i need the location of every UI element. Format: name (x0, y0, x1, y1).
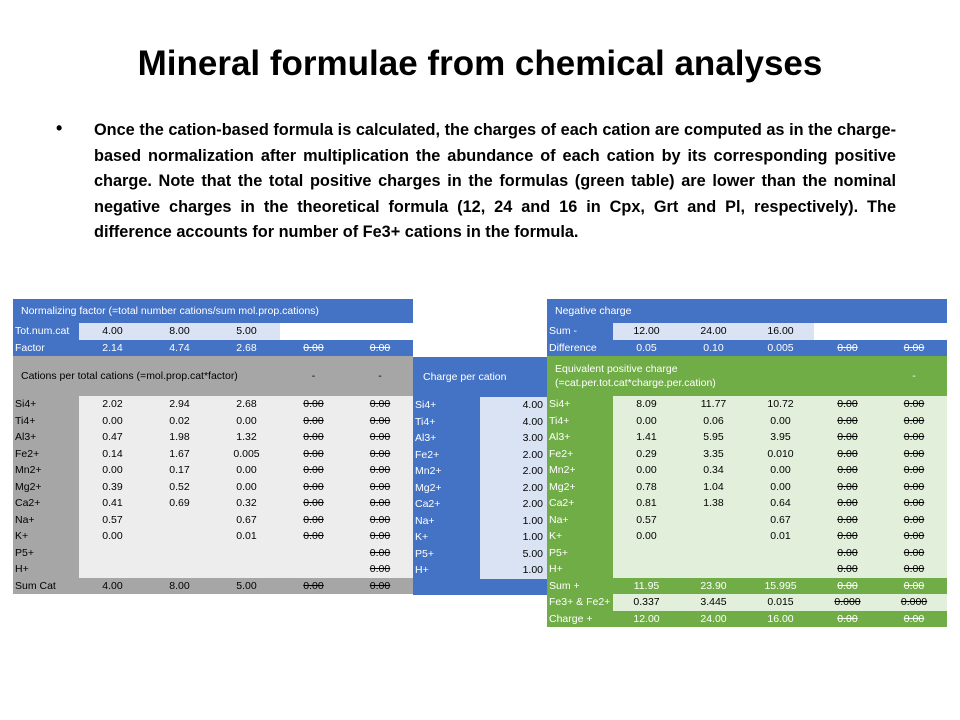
empty-cell (347, 323, 413, 340)
value-cell: 0.47 (79, 429, 146, 446)
value-cell (747, 545, 814, 562)
value-cell: 0.02 (146, 413, 213, 430)
value-cell: 0.00 (814, 561, 881, 578)
cation-row (13, 561, 413, 578)
row-label: Fe2+ (13, 446, 79, 463)
value-cell: 5.95 (680, 429, 747, 446)
row-label: Si4+ (413, 397, 480, 414)
row-label: Mn2+ (413, 463, 480, 480)
value-cell (613, 561, 680, 578)
value-cell: 1.04 (680, 479, 747, 496)
value-cell: 0.29 (613, 446, 680, 463)
value-cell: 0.005 (213, 446, 280, 463)
value-cell: 2.00 (480, 463, 547, 480)
equivalent-row (547, 462, 947, 479)
value-cell: 0.00 (347, 495, 413, 512)
row-label: Sum Cat (13, 578, 79, 595)
value-cell: 0.00 (280, 528, 347, 545)
row-label: Mn2+ (547, 462, 613, 479)
equivalent-charge-header (547, 356, 881, 396)
row-label: P5+ (413, 546, 480, 563)
row-label: Si4+ (13, 396, 79, 413)
equivalent-row (547, 429, 947, 446)
value-cell: 0.00 (613, 413, 680, 430)
row-label: Na+ (547, 512, 613, 529)
value-cell: 0.00 (347, 512, 413, 529)
cation-row (13, 528, 413, 545)
charge-per-cation-header: Charge per cation (413, 357, 547, 397)
row-label: Ti4+ (547, 413, 613, 430)
value-cell: 0.00 (79, 462, 146, 479)
value-cell (146, 512, 213, 529)
value-cell: 4.00 (480, 397, 547, 414)
value-cell: 0.01 (213, 528, 280, 545)
value-cell: 0.005 (747, 340, 814, 357)
value-cell: 0.00 (613, 462, 680, 479)
value-cell: 0.52 (146, 479, 213, 496)
value-cell (146, 561, 213, 578)
value-cell: 0.81 (613, 495, 680, 512)
value-cell: 0.00 (814, 495, 881, 512)
value-cell: 0.00 (881, 528, 947, 545)
charge-per-cation-table (413, 357, 547, 595)
cation-row (13, 479, 413, 496)
value-cell: 0.00 (747, 462, 814, 479)
value-cell: 0.00 (814, 578, 881, 595)
value-cell: 0.010 (747, 446, 814, 463)
value-cell: 5.00 (213, 578, 280, 595)
row-label: K+ (413, 529, 480, 546)
value-cell: 0.00 (881, 545, 947, 562)
value-cell: 0.00 (347, 446, 413, 463)
value-cell: 0.00 (280, 479, 347, 496)
charge-row (413, 513, 547, 530)
value-cell: 12.00 (613, 323, 680, 340)
row-label: H+ (413, 562, 480, 579)
empty-cell (413, 579, 547, 596)
equivalent-row (547, 545, 947, 562)
row-label: Ca2+ (13, 495, 79, 512)
value-cell: 4.74 (146, 340, 213, 357)
value-cell: 0.00 (814, 462, 881, 479)
normalizing-factor-header: Normalizing factor (=total number cations/sum mol.prop.cations) (13, 299, 413, 323)
value-cell (747, 561, 814, 578)
value-cell: 24.00 (680, 611, 747, 628)
value-cell: 1.00 (480, 513, 547, 530)
value-cell: 0.00 (280, 578, 347, 595)
value-cell: 0.015 (747, 594, 814, 611)
value-cell: 15.995 (747, 578, 814, 595)
row-label: K+ (13, 528, 79, 545)
row-label: Na+ (413, 513, 480, 530)
value-cell: 0.14 (79, 446, 146, 463)
value-cell: 0.00 (814, 413, 881, 430)
header-line: (=cat.per.tot.cat*charge.per.cation) (555, 377, 716, 389)
equivalent-row (547, 479, 947, 496)
row-label: K+ (547, 528, 613, 545)
header-row (413, 357, 547, 397)
cation-row (13, 495, 413, 512)
value-cell: 1.00 (480, 562, 547, 579)
value-cell (79, 545, 146, 562)
value-cell: 0.00 (347, 479, 413, 496)
equivalent-row (547, 561, 947, 578)
factor-row (13, 340, 413, 357)
row-label: Mg2+ (547, 479, 613, 496)
value-cell: 0.67 (747, 512, 814, 529)
value-cell: 0.41 (79, 495, 146, 512)
value-cell: 2.02 (79, 396, 146, 413)
value-cell: 0.00 (881, 396, 947, 413)
difference-row (547, 340, 947, 357)
row-label: Fe3+ & Fe2+ (547, 594, 613, 611)
value-cell: 23.90 (680, 578, 747, 595)
value-cell: 1.41 (613, 429, 680, 446)
charge-row (413, 430, 547, 447)
value-cell: 0.00 (814, 512, 881, 529)
value-cell: 8.09 (613, 396, 680, 413)
row-label: Fe2+ (413, 447, 480, 464)
value-cell: 2.00 (480, 496, 547, 513)
row-label: Ti4+ (413, 414, 480, 431)
value-cell: 0.39 (79, 479, 146, 496)
value-cell: 0.00 (814, 429, 881, 446)
value-cell: 0.00 (881, 446, 947, 463)
charge-row (413, 529, 547, 546)
value-cell: 0.00 (881, 340, 947, 357)
value-cell (79, 561, 146, 578)
charge-row (413, 463, 547, 480)
value-cell: 0.00 (347, 396, 413, 413)
row-label: H+ (13, 561, 79, 578)
value-cell: 0.00 (814, 528, 881, 545)
row-label: Fe2+ (547, 446, 613, 463)
value-cell: 2.00 (480, 480, 547, 497)
charge-table (547, 299, 947, 627)
value-cell: 1.67 (146, 446, 213, 463)
value-cell: 0.00 (881, 429, 947, 446)
value-cell (680, 561, 747, 578)
value-cell: 0.00 (280, 495, 347, 512)
cations-header: Cations per total cations (=mol.prop.cat*factor) (13, 356, 280, 396)
cations-table (13, 299, 413, 594)
cation-row (13, 396, 413, 413)
cation-row (13, 429, 413, 446)
row-label: Difference (547, 340, 613, 357)
row-label: Ti4+ (13, 413, 79, 430)
value-cell: 1.38 (680, 495, 747, 512)
fe3-row (547, 594, 947, 611)
value-cell: 0.00 (881, 462, 947, 479)
value-cell: 5.00 (480, 546, 547, 563)
value-cell: 3.95 (747, 429, 814, 446)
value-cell: 0.00 (347, 340, 413, 357)
dash-cell: - (280, 356, 347, 396)
value-cell: 0.337 (613, 594, 680, 611)
value-cell: 0.00 (280, 446, 347, 463)
value-cell: 0.00 (280, 413, 347, 430)
row-label: Factor (13, 340, 79, 357)
value-cell: 0.00 (79, 413, 146, 430)
row-label: Al3+ (13, 429, 79, 446)
slide-title: Mineral formulae from chemical analyses (137, 44, 823, 83)
value-cell: 0.00 (881, 413, 947, 430)
value-cell: 0.00 (347, 545, 413, 562)
value-cell: 0.32 (213, 495, 280, 512)
value-cell (680, 512, 747, 529)
empty-cell (881, 323, 947, 340)
value-cell (146, 528, 213, 545)
value-cell: 0.57 (613, 512, 680, 529)
value-cell: 5.00 (213, 323, 280, 340)
value-cell: 0.00 (881, 512, 947, 529)
value-cell: 0.00 (747, 479, 814, 496)
header-row (13, 299, 413, 323)
charge-row (413, 447, 547, 464)
value-cell: 1.00 (480, 529, 547, 546)
sum-row (13, 578, 413, 595)
value-cell: 0.00 (881, 611, 947, 628)
value-cell: 2.68 (213, 340, 280, 357)
value-cell: 4.00 (79, 578, 146, 595)
totnum-row (13, 323, 413, 340)
charge-row (413, 562, 547, 579)
row-label: Mg2+ (413, 480, 480, 497)
value-cell: 4.00 (480, 414, 547, 431)
value-cell: 0.57 (79, 512, 146, 529)
row-label: Ca2+ (413, 496, 480, 513)
value-cell: 11.77 (680, 396, 747, 413)
value-cell: 0.06 (680, 413, 747, 430)
value-cell: 0.17 (146, 462, 213, 479)
cation-row (13, 462, 413, 479)
row-label: Al3+ (547, 429, 613, 446)
value-cell: 0.00 (347, 462, 413, 479)
equivalent-row (547, 528, 947, 545)
empty-cell (814, 323, 881, 340)
row-label: P5+ (547, 545, 613, 562)
value-cell: 0.00 (814, 479, 881, 496)
value-cell: 0.00 (814, 396, 881, 413)
value-cell: 3.445 (680, 594, 747, 611)
value-cell: 8.00 (146, 578, 213, 595)
value-cell: 0.00 (613, 528, 680, 545)
value-cell: 0.00 (79, 528, 146, 545)
value-cell: 0.000 (814, 594, 881, 611)
value-cell: 0.67 (213, 512, 280, 529)
value-cell: 0.00 (347, 429, 413, 446)
value-cell: 3.35 (680, 446, 747, 463)
negative-charge-header: Negative charge (547, 299, 947, 323)
value-cell: 0.00 (280, 396, 347, 413)
empty-cell (280, 323, 347, 340)
cation-row (13, 446, 413, 463)
value-cell (213, 561, 280, 578)
value-cell: 0.00 (213, 462, 280, 479)
paragraph-text: Once the cation-based formula is calculated, the charges of each cation are computed as in the charge-based normalization after multiplication the abundance of each cation by its corresponding positive charge. Note that the total positive charges in the formulas (green table) are lower than the nominal negative charges in the theoretical formula (12, 24 and 16 in Cpx, Grt and Pl, respectively). The difference accounts for number of Fe3+ cations in the formula. (94, 121, 896, 241)
value-cell: 0.000 (881, 594, 947, 611)
value-cell: 0.00 (213, 479, 280, 496)
value-cell: 0.34 (680, 462, 747, 479)
cation-row (13, 512, 413, 529)
header-line: Equivalent positive charge (555, 363, 678, 375)
row-label: Si4+ (547, 396, 613, 413)
value-cell: 4.00 (79, 323, 146, 340)
value-cell: 0.00 (347, 561, 413, 578)
row-label: Charge + (547, 611, 613, 628)
value-cell: 24.00 (680, 323, 747, 340)
value-cell: 0.05 (613, 340, 680, 357)
value-cell: 0.10 (680, 340, 747, 357)
row-label: P5+ (13, 545, 79, 562)
charge-row (413, 397, 547, 414)
row-label: Mg2+ (13, 479, 79, 496)
value-cell: 12.00 (613, 611, 680, 628)
value-cell: 0.00 (347, 578, 413, 595)
value-cell: 1.98 (146, 429, 213, 446)
equivalent-row (547, 413, 947, 430)
value-cell: 2.00 (480, 447, 547, 464)
value-cell: 0.00 (347, 528, 413, 545)
value-cell: 2.94 (146, 396, 213, 413)
charge-row (413, 480, 547, 497)
value-cell: 8.00 (146, 323, 213, 340)
value-cell (146, 545, 213, 562)
value-cell: 0.00 (814, 611, 881, 628)
row-label: Sum - (547, 323, 613, 340)
dash-cell: - (881, 356, 947, 396)
value-cell: 0.00 (881, 479, 947, 496)
value-cell: 0.00 (280, 512, 347, 529)
charge-row (413, 496, 547, 513)
value-cell: 0.00 (814, 545, 881, 562)
dash-cell: - (347, 356, 413, 396)
row-label: Mn2+ (13, 462, 79, 479)
value-cell (613, 545, 680, 562)
value-cell (213, 545, 280, 562)
value-cell: 0.64 (747, 495, 814, 512)
row-label: Tot.num.cat (13, 323, 79, 340)
row-label: Al3+ (413, 430, 480, 447)
row-label: H+ (547, 561, 613, 578)
value-cell (680, 528, 747, 545)
sum-minus-row (547, 323, 947, 340)
sum-plus-row (547, 578, 947, 595)
equivalent-row (547, 512, 947, 529)
charge-plus-row (547, 611, 947, 628)
blank-row (413, 579, 547, 596)
value-cell: 0.00 (814, 446, 881, 463)
value-cell: 0.00 (280, 340, 347, 357)
charge-row (413, 546, 547, 563)
equivalent-row (547, 446, 947, 463)
cation-row (13, 413, 413, 430)
value-cell: 0.00 (280, 462, 347, 479)
value-cell (280, 561, 347, 578)
value-cell: 3.00 (480, 430, 547, 447)
cations-header-row (13, 356, 413, 396)
value-cell: 2.14 (79, 340, 146, 357)
row-label: Ca2+ (547, 495, 613, 512)
value-cell: 0.69 (146, 495, 213, 512)
value-cell: 0.01 (747, 528, 814, 545)
equivalent-row (547, 396, 947, 413)
value-cell (680, 545, 747, 562)
row-label: Na+ (13, 512, 79, 529)
value-cell: 0.00 (747, 413, 814, 430)
row-label: Sum + (547, 578, 613, 595)
charge-row (413, 414, 547, 431)
cation-row (13, 545, 413, 562)
value-cell: 11.95 (613, 578, 680, 595)
bullet-icon: • (56, 118, 63, 138)
eq-header-row (547, 356, 947, 396)
value-cell: 0.00 (881, 561, 947, 578)
value-cell: 16.00 (747, 323, 814, 340)
value-cell: 0.00 (280, 429, 347, 446)
value-cell (280, 545, 347, 562)
value-cell: 2.68 (213, 396, 280, 413)
value-cell: 10.72 (747, 396, 814, 413)
value-cell: 0.00 (213, 413, 280, 430)
header-row (547, 299, 947, 323)
value-cell: 0.78 (613, 479, 680, 496)
value-cell: 0.00 (347, 413, 413, 430)
value-cell: 1.32 (213, 429, 280, 446)
value-cell: 0.00 (881, 495, 947, 512)
value-cell: 0.00 (881, 578, 947, 595)
equivalent-row (547, 495, 947, 512)
value-cell: 16.00 (747, 611, 814, 628)
value-cell: 0.00 (814, 340, 881, 357)
